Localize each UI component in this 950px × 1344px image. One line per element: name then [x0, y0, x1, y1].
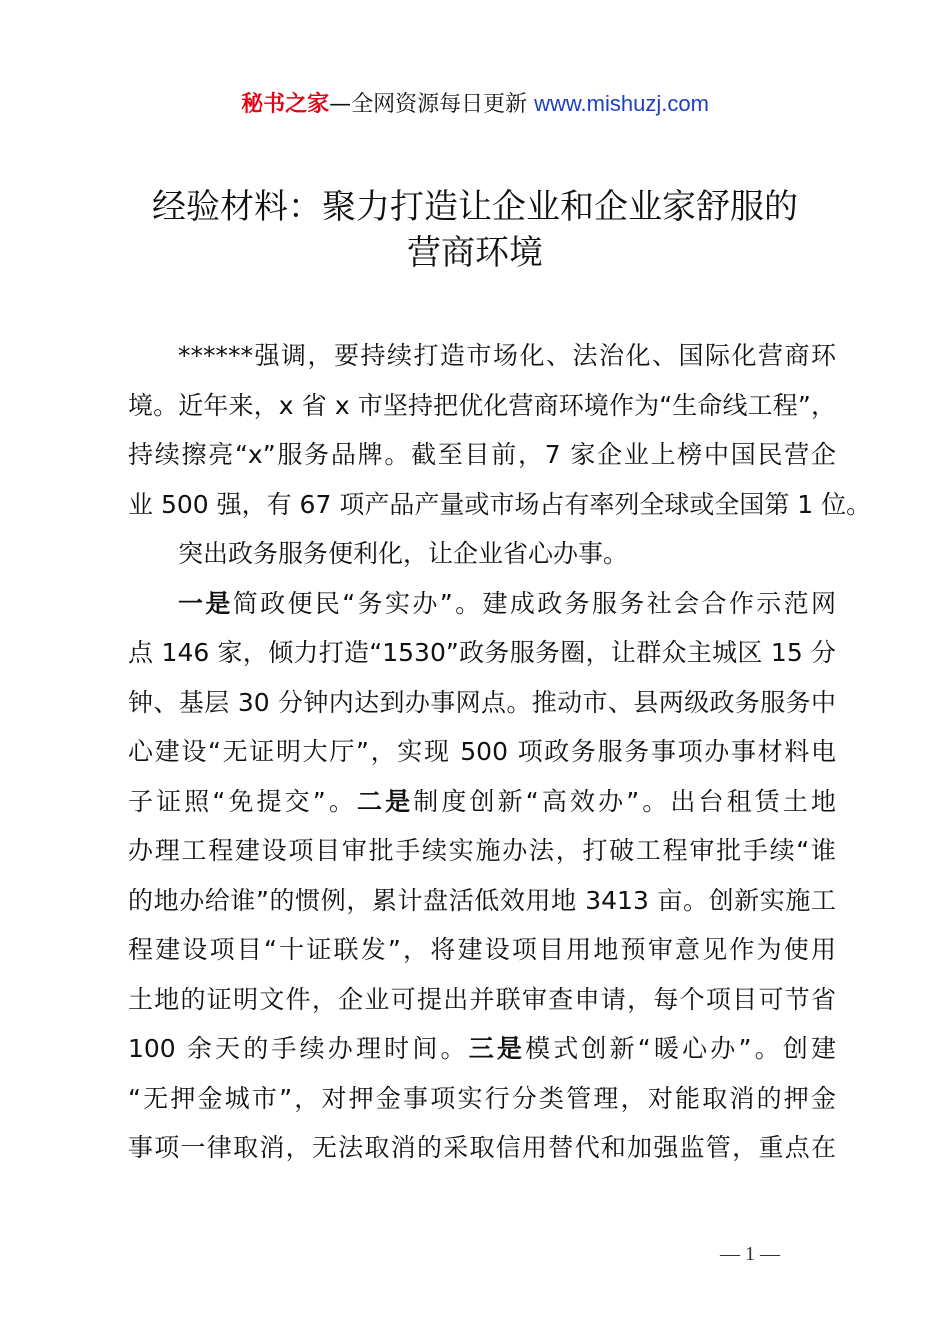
body-line	[128, 381, 836, 431]
site-header	[0, 88, 950, 121]
title-line-2: 营商环境	[407, 233, 543, 273]
text-segment: 程建设项目“十证联发”，将建设项目用地预审意见作为使用	[128, 935, 836, 964]
text-segment: 境。近年来，x 省 x 市坚持把优化营商环境作为“生命线工程”，	[128, 390, 836, 420]
body-line	[128, 579, 836, 629]
text-segment: 钟、基层 30 分钟内达到办事网点。推动市、县两级政务服务中	[128, 687, 836, 717]
body-line	[128, 331, 836, 381]
body-line	[128, 678, 836, 728]
site-url-link[interactable]: www.mishuzj.com	[534, 91, 709, 116]
bold-marker: 三是	[468, 1034, 526, 1063]
page-number: — 1 —	[720, 1243, 780, 1265]
text-segment: 制度创新“高效办”。出台租赁土地	[413, 786, 837, 816]
body-line	[128, 1074, 836, 1124]
section-heading	[128, 529, 836, 579]
site-brand: 秘书之家	[241, 92, 330, 117]
bold-marker: 二是	[357, 786, 414, 816]
text-segment: 子证照“免提交”。	[128, 786, 358, 816]
header-tagline: 全网资源每日更新	[351, 92, 535, 117]
body-line	[128, 628, 836, 678]
body-line	[128, 975, 836, 1025]
text-segment: 模式创新“暖心办”。创建	[525, 1034, 836, 1063]
body-line	[128, 430, 836, 480]
text-segment: 持续擦亮“x”服务品牌。截至目前，7 家企业上榜中国民营企	[128, 440, 836, 469]
body-line	[128, 826, 836, 876]
text-segment: 100 余天的手续办理时间。	[128, 1034, 469, 1063]
text-segment: 简政便民“务实办”。建成政务服务社会合作示范网	[232, 588, 836, 618]
body-line	[128, 727, 836, 777]
text-segment: 点 146 家，倾力打造“1530”政务服务圈，让群众主城区 15 分	[128, 638, 836, 667]
text-segment: “无押金城市”，对押金事项实行分类管理，对能取消的押金	[128, 1083, 836, 1113]
body-line	[128, 876, 836, 926]
text-segment: 土地的证明文件，企业可提出并联审查申请，每个项目可节省	[128, 984, 836, 1014]
bold-marker: 一是	[178, 588, 233, 618]
text-segment: ******强调，要持续打造市场化、法治化、国际化营商环	[178, 341, 836, 370]
header-separator: —	[329, 92, 352, 117]
body-line	[128, 1123, 836, 1173]
document-body	[128, 331, 872, 1173]
text-segment: 心建设“无证明大厅”，实现 500 项政务服务事项办事材料电	[128, 737, 836, 766]
text-segment: 突出政务服务便利化，让企业省心办事。	[178, 539, 629, 568]
text-segment: 的地办给谁”的惯例，累计盘活低效用地 3413 亩。创新实施工	[128, 885, 836, 915]
title-line-1: 经验材料：聚力打造让企业和企业家舒服的	[152, 187, 798, 227]
body-line	[128, 925, 836, 975]
document-title	[60, 184, 890, 276]
body-line	[128, 480, 872, 530]
text-segment: 办理工程建设项目审批手续实施办法，打破工程审批手续“谁	[128, 836, 836, 865]
text-segment: 业 500 强，有 67 项产品产量或市场占有率列全球或全国第 1 位。	[128, 489, 872, 519]
text-segment: 事项一律取消，无法取消的采取信用替代和加强监管，重点在	[128, 1133, 836, 1162]
body-line	[128, 777, 836, 827]
body-line	[128, 1024, 836, 1074]
